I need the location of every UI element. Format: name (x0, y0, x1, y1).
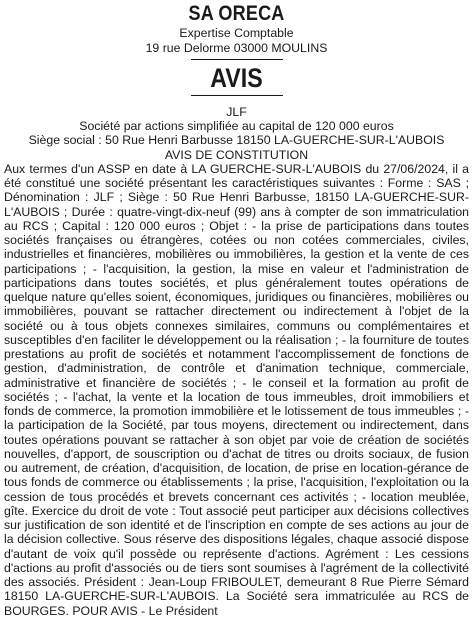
firm-activity: Expertise Comptable (179, 26, 294, 40)
firm-name: SA ORECA (188, 2, 285, 25)
divider-top (191, 59, 283, 60)
divider-title (191, 95, 283, 96)
company-name: JLF (226, 105, 247, 119)
firm-address: 19 rue Delorme 03000 MOULINS (145, 41, 328, 55)
notice-type: AVIS DE CONSTITUTION (164, 147, 309, 162)
notice-title: AVIS (210, 63, 263, 93)
notice-body: Aux termes d'un ASSP en date à LA GUERCHE-SUR-L'AUBOIS du 27/06/2024, il a été constitué une société présentant les caractéristiques suivantes : Forme : SAS ; Dénomination : JLF ; Siège : 50 Rue Henri Barbusse, 18150 LA-GUERCHE-SUR-L'AUBOIS ; Durée : quatre-vingt-dix-neuf (99) ans à compter de son immatriculation au RCS ; Capital : 120 000 euros ; Objet : - la prise de participations dans toutes sociétés françaises ou étrangères, cotées ou non cotées commerciales, civiles, industrielles et financières, mobilières ou immobilières, la gestion et la vente de ces participations ; - l'acquisition, la gestion, la mise en valeur et l'administration de participations dans toutes sociétés, et plus généralement toutes opérations de quelque nature qu'elles soient, économiques, juridiques ou financières, mobilières ou immobilières, pouvant se rattacher directement ou indirectement à l'objet de la société ou à tous objets connexes similaires, communs ou complémentaires et susceptibles d'en faciliter le développement ou la réalisation ; - la fourniture de toutes prestations au profit de sociétés et notamment l'accomplissement de fonctions de gestion, d'administration, de contrôle et d'animation technique, commerciale, administrative et financière de sociétés ; - le conseil et la formation au profit de sociétés ; - l'achat, la vente et la location de tous immeubles, droit immobiliers et fonds de commerce, la promotion immobilière et le lotissement de tous immeubles ; - la participation de la Société, par tous moyens, directement ou indirectement, dans toutes opérations pouvant se rattacher à son objet par voie de création de sociétés nouvelles, d'apport, de souscription ou d'achat de titres ou droits sociaux, de fusion ou autrement, de création, d'acquisition, de location, de prise en location-gérance de tous fonds de commerce ou établissements ; la prise, l'acquisition, l'exploitation ou la cession de tous procédés et brevets concernant ces activités ; - location meublée, gîte. Exercice du droit de vote : Tout associé peut participer aux décisions collectives sur justification de son identité et de l'inscription en compte de ses actions au jour de la décision collective. Sous réserve des dispositions légales, chaque associé dispose d'autant de voix qu'il possède ou représente d'actions. Agrément : Les cessions d'actions au profit d'associés ou de tiers sont soumises à l'agrément de la collectivité des associés. Président : Jean-Loup FRIBOULET, demeurant 8 Rue Pierre Sémard 18150 LA-GUERCHE-SUR-L'AUBOIS. La Société sera immatriculée au RCS de BOURGES. POUR AVIS - Le Président (4, 161, 469, 618)
company-form: Société par actions simplifiée au capital de 120 000 euros (79, 119, 394, 134)
registered-office: Siège social : 50 Rue Henri Barbusse 18150 LA-GUERCHE-SUR-L'AUBOIS (28, 133, 445, 148)
